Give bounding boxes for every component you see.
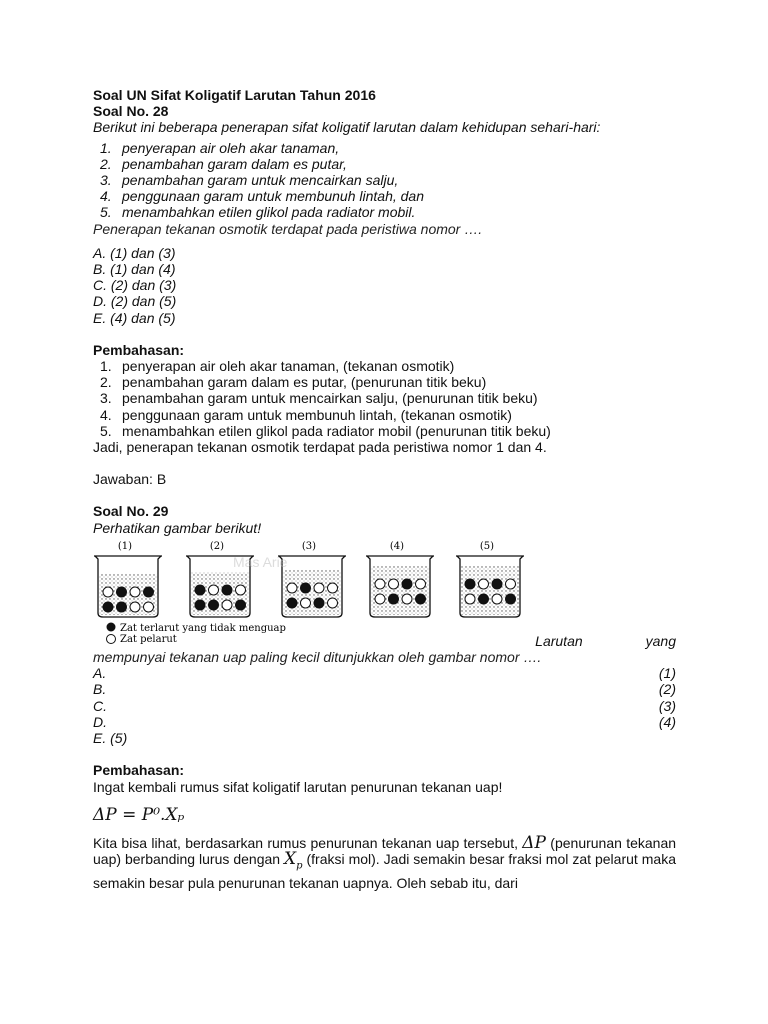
beaker-2: [186, 541, 254, 617]
list-item: 3. penambahan garam untuk mencairkan salju, (penurunan titik beku): [100, 390, 538, 407]
solute-particle: [402, 579, 412, 589]
q29-question-line1: Larutan yang: [535, 632, 676, 649]
solute-particle: [314, 598, 324, 608]
q28-discussion-list: [93, 358, 676, 439]
solute-particle: [236, 600, 246, 610]
legend-solute: Zat terlarut yang tidak menguap: [120, 622, 286, 634]
solvent-particle: [301, 598, 311, 608]
q29-intro: Perhatikan gambar berikut!: [93, 519, 262, 536]
solute-particle: [103, 602, 113, 612]
option-c: C. (2) dan (3): [93, 277, 177, 294]
solvent-particle: [416, 579, 426, 589]
beaker-label: (3): [301, 540, 317, 552]
q28-intro: Berikut ini beberapa penerapan sifat koligatif larutan dalam kehidupan sehari-hari:: [93, 119, 601, 136]
beakers-illustration: [93, 540, 495, 652]
q28-heading: Soal No. 28: [93, 103, 169, 120]
option-b: B. (1) dan (4): [93, 261, 176, 278]
solvent-particle: [465, 594, 475, 604]
beakers-group: [94, 541, 524, 617]
beakers-figure: [93, 542, 676, 647]
solvent-particle: [103, 587, 113, 597]
solvent-particle: [222, 600, 232, 610]
solvent-particle: [130, 587, 140, 597]
liquid: [371, 566, 429, 615]
solute-particle: [222, 585, 232, 595]
option-d: D. (2) dan (5): [93, 293, 177, 310]
q28-question: Penerapan tekanan osmotik terdapat pada peristiwa nomor ….: [93, 220, 483, 237]
solvent-particle: [506, 579, 516, 589]
solvent-particle: [144, 602, 154, 612]
solute-particle: [465, 579, 475, 589]
solvent-particle: [328, 583, 338, 593]
option-d: D. (4): [93, 713, 676, 730]
q28-conclusion: Jadi, penerapan tekanan osmotik terdapat pada peristiwa nomor 1 dan 4.: [93, 439, 547, 456]
option-b: B. (2): [93, 681, 676, 698]
solvent-particle: [375, 579, 385, 589]
beaker-label: (4): [389, 540, 405, 552]
beaker-5: [456, 541, 524, 617]
q28-list: [93, 140, 676, 221]
xp-symbol: $X_p$: [284, 849, 303, 872]
solute-particle: [117, 602, 127, 612]
list-item: 4. penggunaan garam untuk membunuh lintah, dan: [100, 188, 424, 205]
option-a: A. (1): [93, 665, 676, 682]
solute-particle: [144, 587, 154, 597]
document-title: Soal UN Sifat Koligatif Larutan Tahun 2016: [93, 87, 376, 103]
legend: [107, 622, 286, 645]
content: [93, 87, 676, 891]
legend-solvent: Zat pelarut: [120, 633, 177, 645]
list-item: 1. penyerapan air oleh akar tanaman, (tekanan osmotik): [100, 358, 455, 375]
list-item: 5. menambahkan etilen glikol pada radiator mobil (penurunan titik beku): [100, 422, 551, 439]
q29-discussion-heading: Pembahasan:: [93, 762, 185, 779]
solute-particle: [416, 594, 426, 604]
beaker-1: [94, 541, 162, 617]
list-item: 3. penambahan garam untuk mencairkan salju,: [100, 172, 399, 189]
option-e: E. (4) dan (5): [93, 309, 176, 326]
q29-options: [93, 665, 676, 746]
beaker-3: [278, 541, 346, 617]
solvent-particle: [479, 579, 489, 589]
list-item: 4. penggunaan garam untuk membunuh lintah, (tekanan osmotik): [100, 406, 512, 423]
beaker-label: (2): [209, 540, 225, 552]
solvent-particle: [130, 602, 140, 612]
list-item: 5. menambahkan etilen glikol pada radiator mobil.: [100, 204, 416, 221]
watermark: Mas Arie: [233, 553, 288, 570]
liquid: [461, 566, 519, 615]
solute-particle: [389, 594, 399, 604]
option-e: E. (5): [93, 730, 128, 747]
solvent-particle: [389, 579, 399, 589]
solute-particle: [506, 594, 516, 604]
solvent-particle: [402, 594, 412, 604]
q29-heading: Soal No. 29: [93, 503, 169, 520]
q29-discussion-intro: Ingat kembali rumus sifat koligatif larutan penurunan tekanan uap!: [93, 778, 503, 795]
solute-particle: [479, 594, 489, 604]
option-a: A. (1) dan (3): [93, 244, 176, 261]
solvent-particle: [375, 594, 385, 604]
q28-answer: Jawaban: B: [93, 471, 167, 488]
solvent-particle: [209, 585, 219, 595]
formula: ΔP = P⁰.Xₚ: [93, 804, 185, 825]
beaker-label: (1): [117, 540, 133, 552]
option-c: C. (3): [93, 697, 676, 714]
delta-p-symbol: ΔP: [522, 832, 546, 853]
solute-particle: [117, 587, 127, 597]
solvent-particle: [236, 585, 246, 595]
q28-discussion-heading: Pembahasan:: [93, 341, 185, 358]
solute-particle: [195, 600, 205, 610]
list-item: 1. penyerapan air oleh akar tanaman,: [100, 139, 340, 156]
legend-solute-icon: [107, 622, 116, 631]
q29-question: mempunyai tekanan uap paling kecil ditunjukkan oleh gambar nomor ….: [93, 649, 542, 666]
legend-solvent-icon: [107, 634, 116, 643]
solvent-particle: [314, 583, 324, 593]
solute-particle: [287, 598, 297, 608]
beaker-label: (5): [479, 540, 495, 552]
solvent-particle: [492, 594, 502, 604]
q29-paragraph: Kita bisa lihat, berdasarkan rumus penurunan tekanan uap tersebut, ΔP (penurunan tekanan uap) berbanding lurus dengan $X_p$ (fraksi mol). Jadi semakin besar fraksi mol zat pelarut maka semakin besar pula penurunan tekanan uapnya. Oleh sebab itu, dari: [93, 832, 677, 891]
q28-options: [93, 245, 676, 326]
beaker-4: [366, 541, 434, 617]
solute-particle: [301, 583, 311, 593]
solute-particle: [195, 585, 205, 595]
list-item: 2. penambahan garam dalam es putar,: [100, 155, 347, 172]
solute-particle: [492, 579, 502, 589]
solvent-particle: [287, 583, 297, 593]
list-item: 2. penambahan garam dalam es putar, (penurunan titik beku): [100, 374, 487, 391]
solute-particle: [209, 600, 219, 610]
solvent-particle: [328, 598, 338, 608]
